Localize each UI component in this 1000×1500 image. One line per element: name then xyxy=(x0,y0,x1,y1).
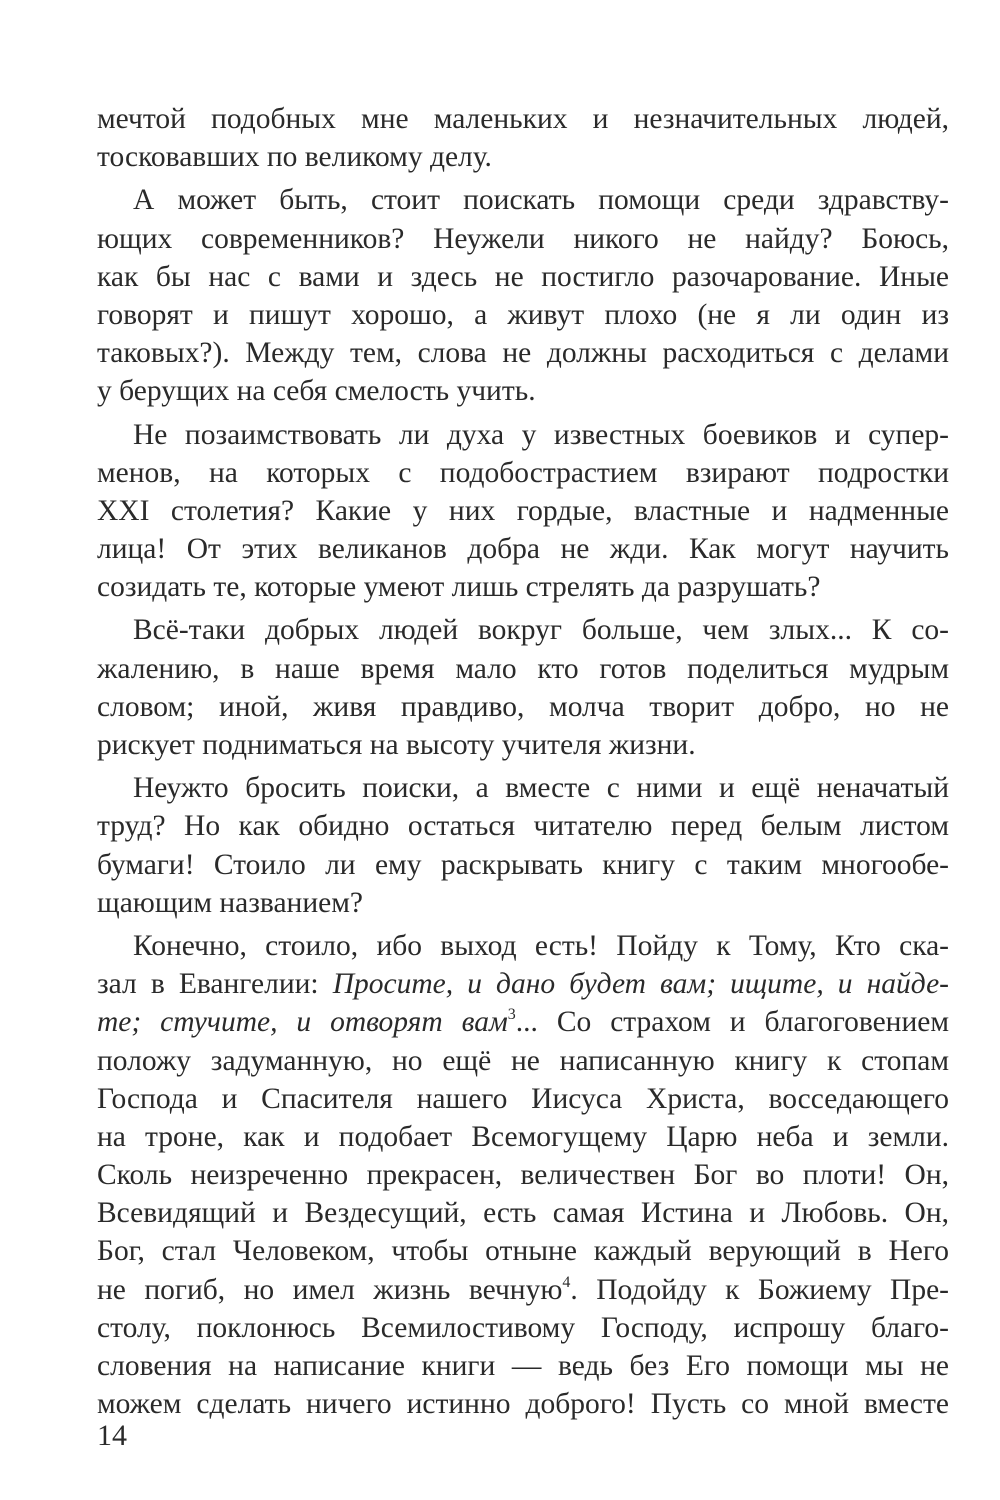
paragraph-6 xyxy=(97,927,949,1423)
text-line: жалению, в наше время мало кто готов поделиться мудрым xyxy=(97,652,949,685)
text-line: говорят и пишут хорошо, а живут плохо (не я ли один из xyxy=(97,298,949,331)
scripture-quote: те; стучите, и отворят вам xyxy=(97,1006,508,1039)
text-line xyxy=(97,1003,949,1041)
text-segment: не погиб, но имел жизнь вечную xyxy=(97,1273,563,1306)
text-line: Конечно, стоило, ибо выход есть! Пойду к Тому, Кто ска- xyxy=(133,929,949,962)
text-segment: зал в Евангелии: xyxy=(97,968,333,1001)
page-number: 14 xyxy=(97,1419,127,1452)
text-line: лица! От этих великанов добра не жди. Как могут научить xyxy=(97,533,949,566)
text-line: мечтой подобных мне маленьких и незначительных людей, xyxy=(97,103,949,135)
text-line: труд? Но как обидно остаться читателю перед белым листом xyxy=(97,810,949,843)
text-line: как бы нас с вами и здесь не постигло разочарование. Иные xyxy=(97,260,949,293)
text-line: щающим названием? xyxy=(97,886,363,919)
text-line: Всё-таки добрых людей вокруг больше, чем злых... К со- xyxy=(133,614,949,647)
text-line: А может быть, стоит поискать помощи среди здравству- xyxy=(133,184,949,217)
text-line: бумаги! Стоило ли ему раскрывать книгу с таким многообе- xyxy=(97,848,949,881)
text-segment: ... Со страхом и благоговением xyxy=(515,1006,949,1039)
text-line: словом; иной, живя правдиво, молча творит добро, но не xyxy=(97,690,949,723)
text-line: словения на написание книги — ведь без Его помощи мы не xyxy=(97,1350,949,1382)
text-line: XXI столетия? Какие у них гордые, властные и надменные xyxy=(97,494,949,527)
text-line xyxy=(97,965,949,1003)
text-line: на троне, как и подобает Всемогущему Царю неба и земли. xyxy=(97,1120,949,1153)
text-line: менов, на которых с подобострастием взирают подростки xyxy=(97,456,949,489)
text-line xyxy=(97,1271,949,1309)
text-line: столу, поклонюсь Всемилостивому Господу, испрошу благо- xyxy=(97,1311,949,1344)
text-line: Не позаимствовать ли духа у известных боевиков и супер- xyxy=(133,418,949,451)
footnote-marker[interactable]: 4 xyxy=(562,1273,571,1291)
footnote-marker[interactable]: 3 xyxy=(507,1006,516,1024)
text-segment: . Подойду к Божиему Пре- xyxy=(570,1273,949,1306)
text-line: тосковавших по великому делу. xyxy=(97,141,492,174)
paragraph-5 xyxy=(97,769,949,922)
text-line: Сколь неизреченно прекрасен, величествен Бог во плоти! Он, xyxy=(97,1159,949,1192)
text-line: таковых?). Между тем, слова не должны расходиться с делами xyxy=(97,337,949,370)
paragraph-4 xyxy=(97,611,949,764)
page-body xyxy=(97,100,949,1428)
text-line: Неужто бросить поиски, а вместе с ними и ещё неначатый xyxy=(133,772,949,805)
paragraph-1 xyxy=(97,100,949,176)
text-line: ющих современников? Неужели никого не найду? Боюсь, xyxy=(97,222,949,255)
text-line: у берущих на себя смелость учить. xyxy=(97,375,536,408)
scripture-quote: Просите, и дано будет вам; ищите, и найде- xyxy=(332,968,949,1001)
text-line: рискует подниматься на высоту учителя жизни. xyxy=(97,729,696,761)
paragraph-2 xyxy=(97,181,949,410)
text-line: Бог, стал Человеком, чтобы отныне каждый верующий в Него xyxy=(97,1235,949,1268)
text-line: Господа и Спасителя нашего Иисуса Христа, восседающего xyxy=(97,1082,949,1115)
text-line: можем сделать ничего истинно доброго! Пусть со мной вместе xyxy=(97,1388,949,1421)
text-line: положу задуманную, но ещё не написанную книгу к стопам xyxy=(97,1044,949,1077)
text-line: Всевидящий и Вездесущий, есть самая Истина и Любовь. Он, xyxy=(97,1197,949,1230)
paragraph-3 xyxy=(97,416,949,607)
text-line: созидать те, которые умеют лишь стрелять да разрушать? xyxy=(97,571,821,604)
